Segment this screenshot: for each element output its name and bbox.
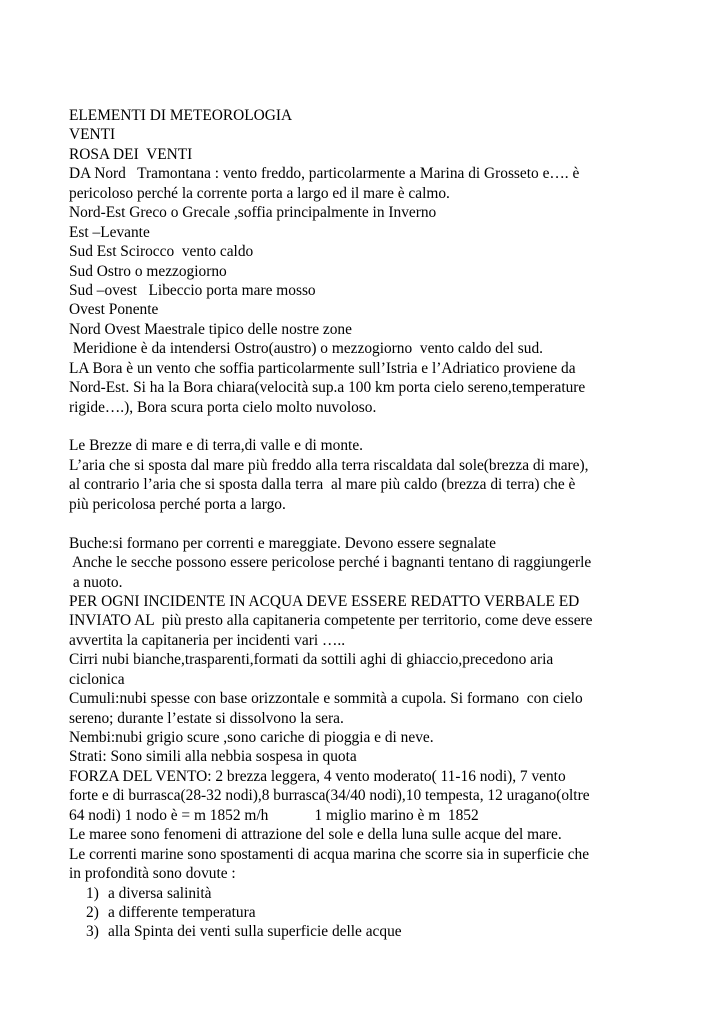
blank-line [69,514,659,533]
text-line: rigide….), Bora scura porta cielo molto nuvoloso. [69,398,377,416]
text-line: sereno; durante l’estate si dissolvono la sera. [69,709,344,727]
text-line: al contrario l’aria che si sposta dalla terra al mare più caldo (brezza di terra) che è [69,476,576,494]
text-line: DA Nord Tramontana : vento freddo, particolarmente a Marina di Grosseto e…. è [69,165,580,183]
list-item-text: a diversa salinità [108,884,212,902]
text-line: INVIATO AL più presto alla capitaneria competente per territorio, come deve essere [69,612,593,630]
text-line: ELEMENTI DI METEOROLOGIA [69,107,293,124]
text-line: Le Brezze di mare e di terra,di valle e di monte. [69,437,363,455]
text-line: Ovest Ponente [69,301,159,319]
document-body [69,106,659,884]
text-line: ROSA DEI VENTI [69,145,193,163]
text-line: VENTI [69,126,116,144]
text-line: Le maree sono fenomeni di attrazione del sole e della luna sulle acque del mare. [69,826,562,844]
text-line: Anche le secche possono essere pericolose perché i bagnanti tentano di raggiungerle [69,554,592,572]
text-line: L’aria che si sposta dal mare più freddo alla terra riscaldata dal sole(brezza di mare), [69,456,589,474]
text-line: ciclonica [69,670,125,688]
text-line: PER OGNI INCIDENTE IN ACQUA DEVE ESSERE REDATTO VERBALE ED [69,592,580,610]
blank-line [69,417,659,436]
text-line: più pericolosa perché porta a largo. [69,495,286,513]
text-line: Nord-Est. Si ha la Bora chiara(velocità sup.a 100 km porta cielo sereno,temperature [69,379,586,397]
text-line: Buche:si formano per correnti e mareggiate. Devono essere segnalate [69,534,496,552]
text-line: Sud –ovest Libeccio porta mare mosso [69,281,316,299]
text-line: Nord-Est Greco o Grecale ,soffia principalmente in Inverno [69,204,437,222]
text-line: a nuoto. [69,573,123,591]
text-line: Est –Levante [69,223,150,241]
text-line: Le correnti marine sono spostamenti di acqua marina che scorre sia in superficie che [69,845,590,863]
list-item [86,922,659,941]
causes-list [69,884,659,942]
text-line: 64 nodi) 1 nodo è = m 1852 m/h 1 miglio marino è m 1852 [69,806,479,824]
text-line: Meridione è da intendersi Ostro(austro) o mezzogiorno vento caldo del sud. [69,340,543,358]
text-line: Nord Ovest Maestrale tipico delle nostre zone [69,320,352,338]
document-page [69,106,659,942]
text-line: Sud Ostro o mezzogiorno [69,262,227,280]
list-item-number: 1) [86,884,99,902]
text-line: forte e di burrasca(28-32 nodi),8 burrasca(34/40 nodi),10 tempesta, 12 uragano(oltre [69,787,590,805]
list-item [86,903,659,922]
text-line: in profondità sono dovute : [69,865,236,883]
list-item-number: 2) [86,903,99,921]
text-line: Cumuli:nubi spesse con base orizzontale e sommità a cupola. Si formano con cielo [69,690,583,708]
text-line: FORZA DEL VENTO: 2 brezza leggera, 4 vento moderato( 11-16 nodi), 7 vento [69,767,566,785]
text-line: Strati: Sono simili alla nebbia sospesa in quota [69,748,357,766]
text-line: Cirri nubi bianche,trasparenti,formati da sottili aghi di ghiaccio,precedono aria [69,651,554,669]
list-item-text: alla Spinta dei venti sulla superficie delle acque [108,923,402,941]
text-line: pericoloso perché la corrente porta a largo ed il mare è calmo. [69,184,450,202]
text-line: Sud Est Scirocco vento caldo [69,243,254,261]
text-line: avvertita la capitaneria per incidenti vari ….. [69,631,346,649]
list-item-text: a differente temperatura [108,903,256,921]
list-item-number: 3) [86,923,99,941]
list-item [86,884,659,903]
text-line: LA Bora è un vento che soffia particolarmente sull’Istria e l’Adriatico proviene da [69,359,576,377]
text-line: Nembi:nubi grigio scure ,sono cariche di pioggia e di neve. [69,729,434,746]
